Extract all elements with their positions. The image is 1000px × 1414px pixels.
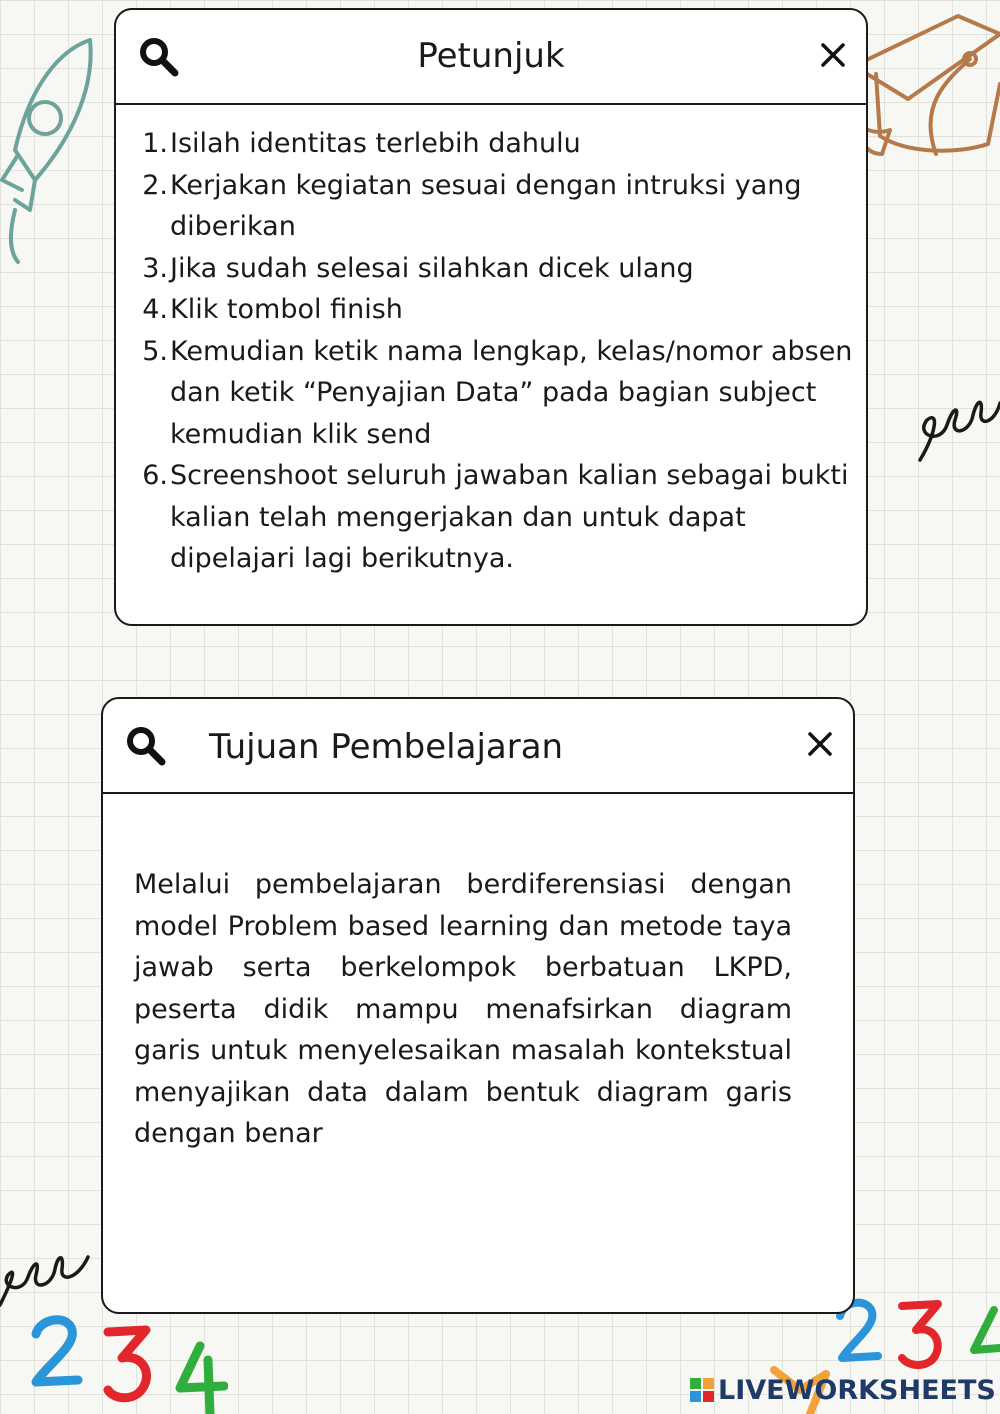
petunjuk-title: Petunjuk [417,36,565,76]
close-icon[interactable] [805,729,835,759]
list-item [138,331,856,456]
squiggle-icon [0,1225,90,1315]
petunjuk-header [116,10,866,105]
step-text: Kemudian ketik nama lengkap, kelas/nomor absen dan ketik “Penyajian Data” pada bagian subject kemudian klik send [170,335,853,450]
step-number: 2. [142,169,168,201]
search-icon[interactable] [125,725,167,767]
graduation-cap-icon [848,4,1000,164]
liveworksheets-logo [690,1373,996,1407]
step-number: 6. [142,460,168,491]
step-number: 3. [142,252,168,284]
squiggle-icon [915,365,1000,470]
list-item [138,123,856,165]
rocket-icon [0,30,110,270]
number-4-left [172,1340,228,1414]
step-number: 4. [142,294,168,325]
number-4-right [968,1306,1000,1366]
step-text: Kerjakan kegiatan sesuai dengan intruksi yang diberikan [170,169,802,242]
close-icon[interactable] [818,40,848,70]
step-text: Jika sudah selesai silahkan dicek ulang [170,252,694,284]
liveworksheets-logo-icon [690,1378,714,1402]
step-text: Klik tombol finish [170,294,403,325]
list-item [138,248,856,290]
step-number: 5. [142,335,168,367]
step-text: Isilah identitas terlebih dahulu [170,128,581,159]
number-3-right [896,1296,946,1372]
petunjuk-card [114,8,868,626]
tujuan-text: Melalui pembelajaran berdiferensiasi dengan model Problem based learning dan metode taya jawab serta berkelompok berbatuan LKPD, peserta didik mampu menafsirkan diagram garis untuk menyelesaikan masalah kontekstual menyajikan data dalam bentuk diagram garis dengan benar [134,869,792,1149]
brand-name: LIVEWORKSHEETS [718,1374,996,1406]
list-item [138,455,856,580]
petunjuk-list [116,105,866,580]
tujuan-card [101,697,855,1314]
tujuan-header [103,699,853,794]
number-2-left [28,1312,84,1392]
step-text: Screenshoot seluruh jawaban kalian sebagai bukti kalian telah mengerjakan dan untuk dapat dipelajari lagi berikutnya. [170,460,849,574]
list-item [138,165,856,248]
step-number: 1. [142,128,168,159]
number-3-left [100,1320,156,1404]
list-item [138,289,856,331]
tujuan-title: Tujuan Pembelajaran [209,727,564,767]
